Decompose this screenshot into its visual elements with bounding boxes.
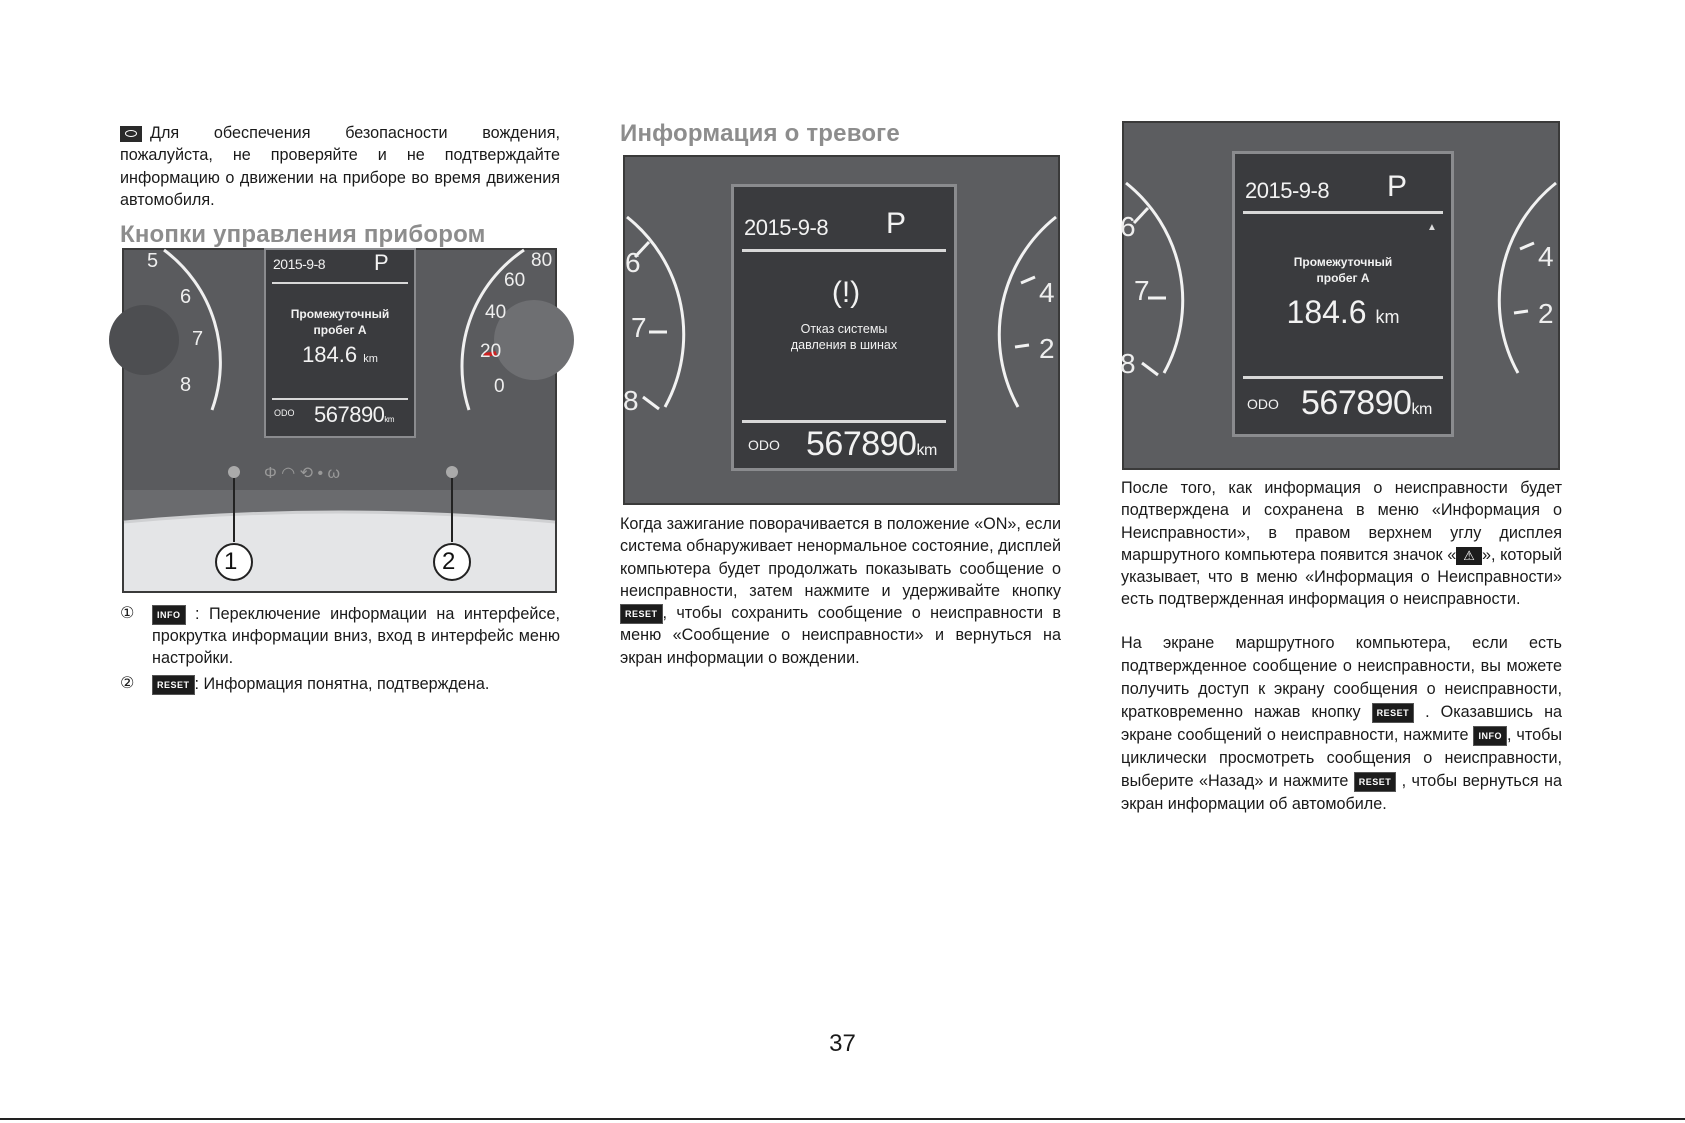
display-gear: P	[1387, 170, 1408, 203]
tach-label: 5	[147, 250, 159, 272]
safety-note	[120, 122, 560, 211]
reset-button-icon: RESET	[620, 604, 663, 624]
gauge-label: 2	[1538, 298, 1554, 329]
callout-number-1: 1	[224, 548, 238, 575]
fault-info-paragraph-2: На экране маршрутного компьютера, если есть подтвержденное сообщение о неисправности, вы можете получить доступ к экрану сообщения о неисправности, кратковременно нажав кнопку RESET . Оказавшись на экране сообщений о неисправности, нажмите INFO , чтобы циклически просмотреть сообщения о неисправности, выберите «Назад» и нажмите RESET , чтобы вернуться на экран информации об автомобиле.	[1121, 634, 1563, 813]
display-date: 2015-9-8	[1245, 178, 1330, 203]
tire-pressure-warning-icon: (!)	[831, 276, 861, 309]
alarm-description: Когда зажигание поворачивается в положение «ON», если система обнаруживает ненормальное состояние, дисплей компьютера будет продолжать показывать сообщение о неисправности, затем нажмите и удерживайте кнопку RESET , чтобы сохранить сообщение о неисправности в меню «Сообщение о неисправности» и вернуться на экран информации о вождении.	[620, 515, 1061, 667]
gauge-label: 4	[1538, 241, 1554, 272]
display-divider	[742, 420, 946, 423]
figure-fault-confirmed-display	[1122, 121, 1560, 470]
tach-label: 6	[180, 286, 192, 308]
list-number: ①	[120, 605, 135, 622]
reset-button-icon: RESET	[152, 675, 195, 695]
callout-number-2: 2	[442, 548, 456, 575]
display-gear: P	[886, 207, 907, 240]
trip-value: 184.6 km	[302, 342, 378, 367]
warning-triangle-icon: ⚠	[1456, 547, 1482, 565]
figure-instrument-buttons	[122, 248, 557, 593]
column-1	[120, 122, 560, 249]
display-divider	[1243, 211, 1443, 214]
odo-value: 567890km	[314, 402, 395, 427]
section-heading-alarm: Информация о тревоге	[620, 120, 900, 147]
gauge-label: 6	[625, 247, 641, 278]
tach-label: 8	[180, 374, 192, 396]
odo-label: ODO	[274, 408, 295, 418]
display-gear: P	[374, 250, 389, 275]
gauge-label: 8	[623, 385, 639, 416]
gauge-label: 7	[1134, 275, 1150, 306]
list-number: ②	[120, 675, 135, 692]
speed-label: 0	[494, 376, 505, 397]
svg-text:Φ ◠ ⟲ • ω: Φ ◠ ⟲ • ω	[264, 465, 341, 482]
page-number: 37	[829, 1030, 856, 1057]
gauge-label: 4	[1039, 277, 1055, 308]
list-text: : Переключение информации на интерфейсе, прокрутка информации вниз, вход в интерфейс меню настройки.	[152, 605, 560, 667]
display-date: 2015-9-8	[744, 215, 829, 240]
speed-label: 40	[485, 302, 507, 323]
eye-safety-icon	[120, 126, 142, 142]
list-item-info	[120, 603, 560, 673]
gauge-label: 8	[1120, 348, 1136, 379]
trip-value: 184.6 km	[1286, 294, 1400, 330]
odo-value: 567890km	[1301, 384, 1432, 422]
gauge-label: 2	[1039, 333, 1055, 364]
odo-label: ODO	[748, 437, 780, 453]
fault-confirmed-indicator-icon: ▲	[1427, 222, 1437, 233]
alarm-display-screen	[731, 184, 957, 471]
display-divider	[742, 249, 946, 252]
list-text: : Информация понятна, подтверждена.	[194, 675, 490, 693]
section-heading-controls: Кнопки управления прибором	[120, 221, 486, 249]
trip-label: Промежуточный пробег A	[1293, 255, 1393, 285]
tach-label: 7	[192, 328, 204, 350]
trip-display-screen	[1232, 151, 1454, 437]
page-bottom-rule	[0, 1118, 1685, 1120]
reset-button-icon: RESET	[1354, 772, 1397, 792]
list-item-reset	[120, 673, 560, 697]
figure-alarm-display	[623, 155, 1060, 505]
safety-text: Для обеспечения безопасности вождения, пожалуйста, не проверяйте и не подтверждайте информацию о движении на приборе во время движения автомобиля.	[120, 124, 560, 209]
fault-info-paragraph-1: После того, как информация о неисправности будет подтверждена и сохранена в меню «Информация о Неисправности», в правом верхнем углу дисплея маршрутного компьютера появится значок « ⚠ », который указывает, что в меню «Информация о Неисправности» есть подтвержденная информация о неисправности.	[1121, 479, 1562, 609]
display-date: 2015-9-8	[273, 256, 326, 272]
info-button-icon: INFO	[152, 605, 186, 625]
speed-label: 20	[480, 341, 502, 362]
speed-label: 80	[531, 250, 553, 271]
display-divider	[272, 282, 408, 284]
trip-label: Промежуточный пробег A	[290, 307, 390, 337]
odo-value: 567890km	[806, 425, 937, 463]
gauge-label: 7	[631, 312, 647, 343]
speed-label: 60	[504, 270, 526, 291]
odo-label: ODO	[1247, 396, 1279, 412]
info-button-icon: INFO	[1473, 726, 1507, 746]
display-divider	[272, 398, 408, 400]
display-divider	[1243, 376, 1443, 379]
reset-button-icon: RESET	[1372, 703, 1415, 723]
trip-display-small	[264, 248, 416, 438]
warning-message: Отказ системы давления в шинах	[790, 322, 898, 352]
gauge-label: 6	[1120, 211, 1136, 242]
